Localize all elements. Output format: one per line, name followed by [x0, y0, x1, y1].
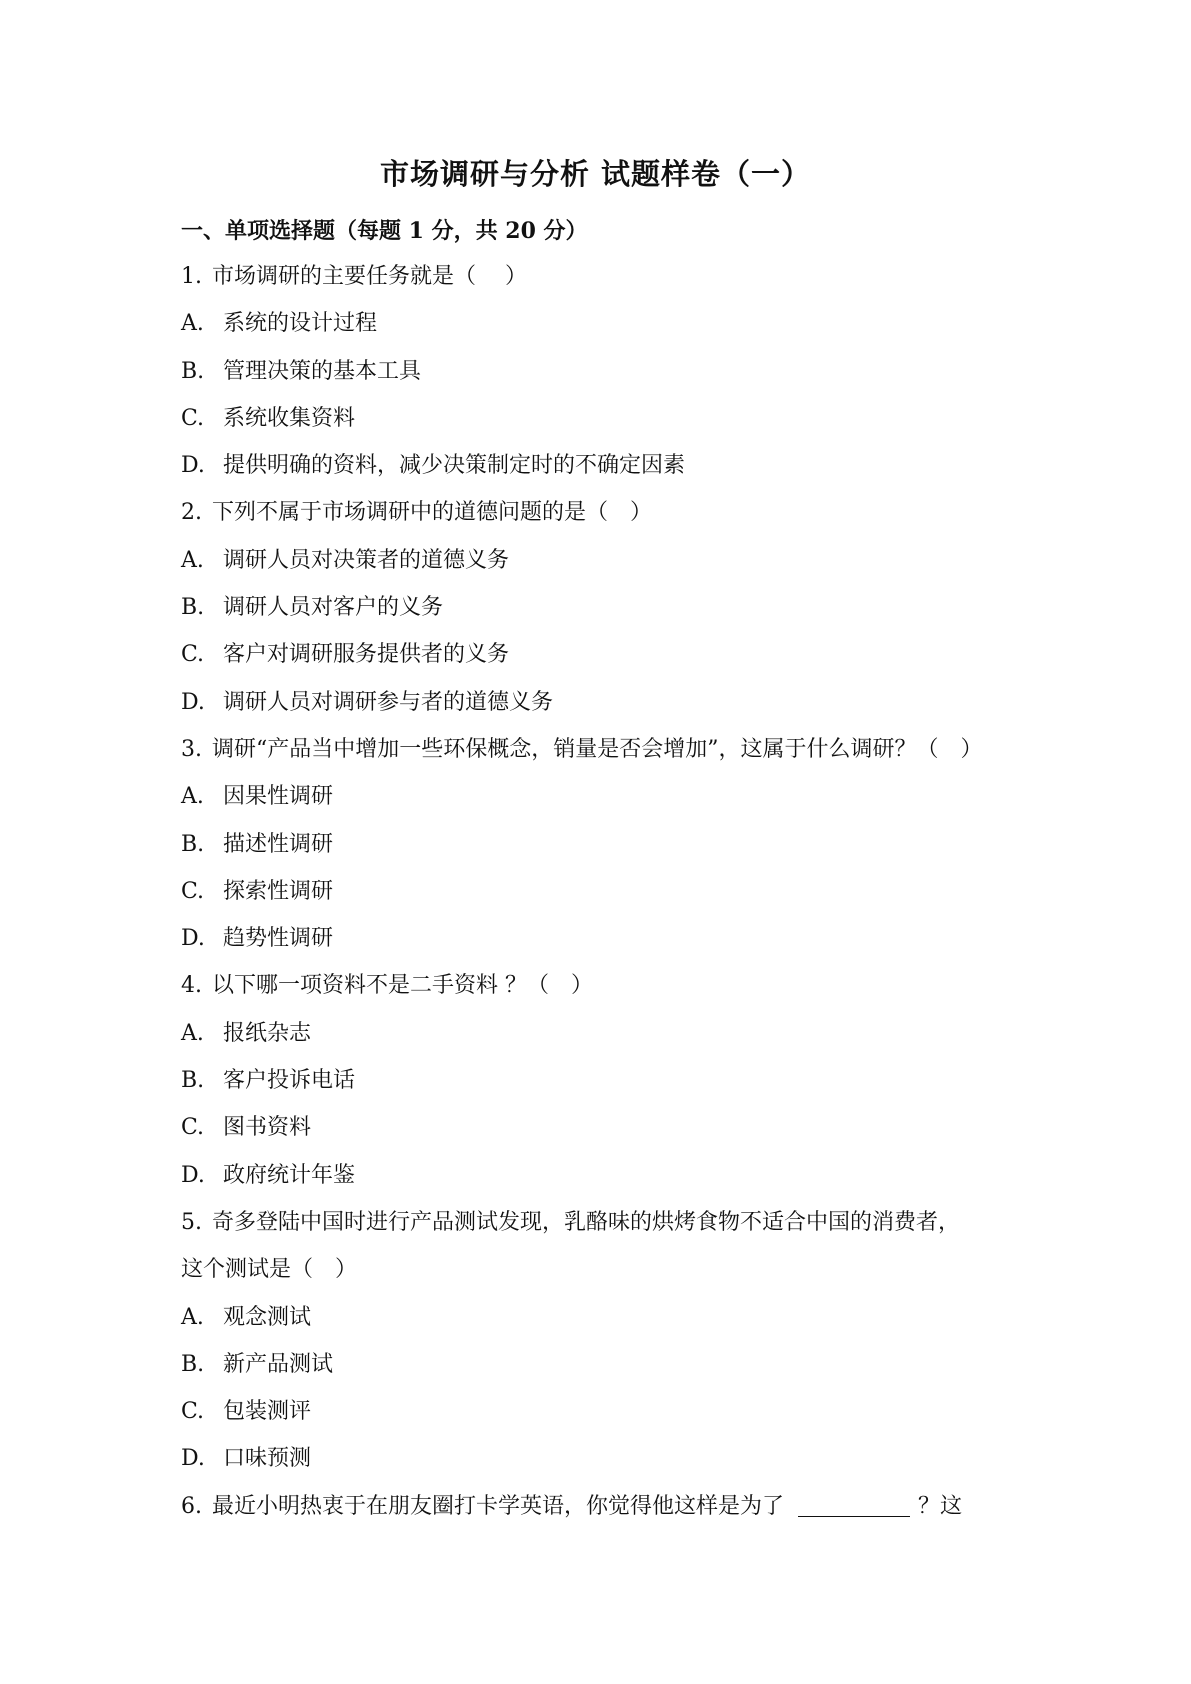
question-4-option-a [181, 1014, 1021, 1061]
question-3-option-d [181, 919, 1021, 966]
question-list [181, 257, 1021, 1534]
option-letter: B. [181, 1068, 205, 1094]
question-text: 下列不属于市场调研中的道德问题的是（ ） [212, 500, 653, 526]
question-2-option-b [181, 588, 1021, 635]
question-5 [181, 1203, 1021, 1250]
question-number: 3. [181, 736, 202, 762]
question-5-option-d [181, 1439, 1021, 1486]
question-3 [181, 730, 1021, 777]
option-letter: C. [181, 878, 205, 904]
option-text: 描述性调研 [223, 831, 334, 857]
option-text: 提供明确的资料，减少决策制定时的不确定因素 [223, 453, 686, 479]
question-5-continued [181, 1250, 1021, 1297]
question-1-option-b [181, 352, 1021, 399]
option-text: 包装测评 [223, 1399, 312, 1425]
question-number: 2. [181, 500, 202, 526]
option-text: 新产品测试 [223, 1351, 334, 1377]
option-text: 调研人员对客户的义务 [223, 595, 444, 621]
option-letter: D. [181, 689, 205, 715]
question-6 [181, 1487, 1021, 1534]
option-letter: D. [181, 453, 205, 479]
question-5-option-c [181, 1392, 1021, 1439]
question-1-option-a [181, 304, 1021, 351]
question-number: 6. [181, 1493, 202, 1519]
question-text: 调研“产品当中增加一些环保概念，销量是否会增加”，这属于什么调研？（ ） [212, 736, 983, 762]
option-text: 系统收集资料 [223, 405, 356, 431]
answer-blank [798, 1490, 910, 1517]
question-5-option-b [181, 1345, 1021, 1392]
question-2 [181, 493, 1021, 540]
option-text: 调研人员对决策者的道德义务 [223, 547, 510, 573]
option-letter: A. [181, 784, 204, 810]
question-1 [181, 257, 1021, 304]
option-letter: C. [181, 1399, 205, 1425]
question-number: 5. [181, 1209, 202, 1235]
question-2-option-a [181, 541, 1021, 588]
option-text: 报纸杂志 [223, 1020, 312, 1046]
option-letter: B. [181, 595, 205, 621]
option-text: 管理决策的基本工具 [223, 358, 422, 384]
option-text: 客户投诉电话 [223, 1068, 356, 1094]
question-2-option-d [181, 683, 1021, 730]
option-text: 政府统计年鉴 [223, 1162, 356, 1188]
option-text: 图书资料 [223, 1115, 312, 1141]
option-text: 口味预测 [223, 1446, 312, 1472]
question-number: 1. [181, 264, 202, 289]
question-4 [181, 966, 1021, 1013]
option-text: 调研人员对调研参与者的道德义务 [223, 689, 554, 715]
question-text-continued: 这个测试是（ ） [181, 1257, 358, 1283]
section-heading: 一、单项选择题（每题 1 分，共 20 分） [181, 218, 588, 244]
question-text: 奇多登陆中国时进行产品测试发现，乳酪味的烘烤食物不适合中国的消费者， [212, 1209, 961, 1235]
option-letter: A. [181, 1020, 204, 1046]
question-4-option-c [181, 1108, 1021, 1155]
question-3-option-c [181, 872, 1021, 919]
question-4-option-b [181, 1061, 1021, 1108]
option-text: 趋势性调研 [223, 926, 334, 952]
question-text: 最近小明热衷于在朋友圈打卡学英语，你觉得他这样是为了 [212, 1493, 785, 1519]
option-letter: D. [181, 1162, 205, 1188]
option-letter: D. [181, 926, 205, 952]
option-letter: C. [181, 405, 205, 431]
option-text: 系统的设计过程 [223, 311, 378, 337]
option-letter: A. [181, 1304, 204, 1330]
question-2-option-c [181, 635, 1021, 682]
option-letter: C. [181, 1115, 205, 1141]
question-4-option-d [181, 1156, 1021, 1203]
option-text: 客户对调研服务提供者的义务 [223, 642, 510, 668]
option-text: 探索性调研 [223, 878, 334, 904]
question-text: 市场调研的主要任务就是（ ） [212, 264, 527, 289]
question-number: 4. [181, 973, 202, 999]
question-1-option-c [181, 399, 1021, 446]
option-letter: B. [181, 1351, 205, 1377]
option-letter: D. [181, 1446, 205, 1472]
page-title: 市场调研与分析 试题样卷（一） [379, 157, 812, 191]
option-letter: B. [181, 358, 205, 384]
option-letter: A. [181, 547, 204, 573]
question-3-option-b [181, 825, 1021, 872]
option-letter: C. [181, 642, 205, 668]
question-1-option-d [181, 446, 1021, 493]
question-text-after-blank: ？这 [918, 1493, 963, 1519]
option-text: 因果性调研 [223, 784, 334, 810]
option-text: 观念测试 [223, 1304, 312, 1330]
question-text: 以下哪一项资料不是二手资料 ？（ ） [212, 973, 593, 999]
option-letter: B. [181, 831, 205, 857]
question-3-option-a [181, 777, 1021, 824]
option-letter: A. [181, 311, 204, 337]
question-5-option-a [181, 1298, 1021, 1345]
